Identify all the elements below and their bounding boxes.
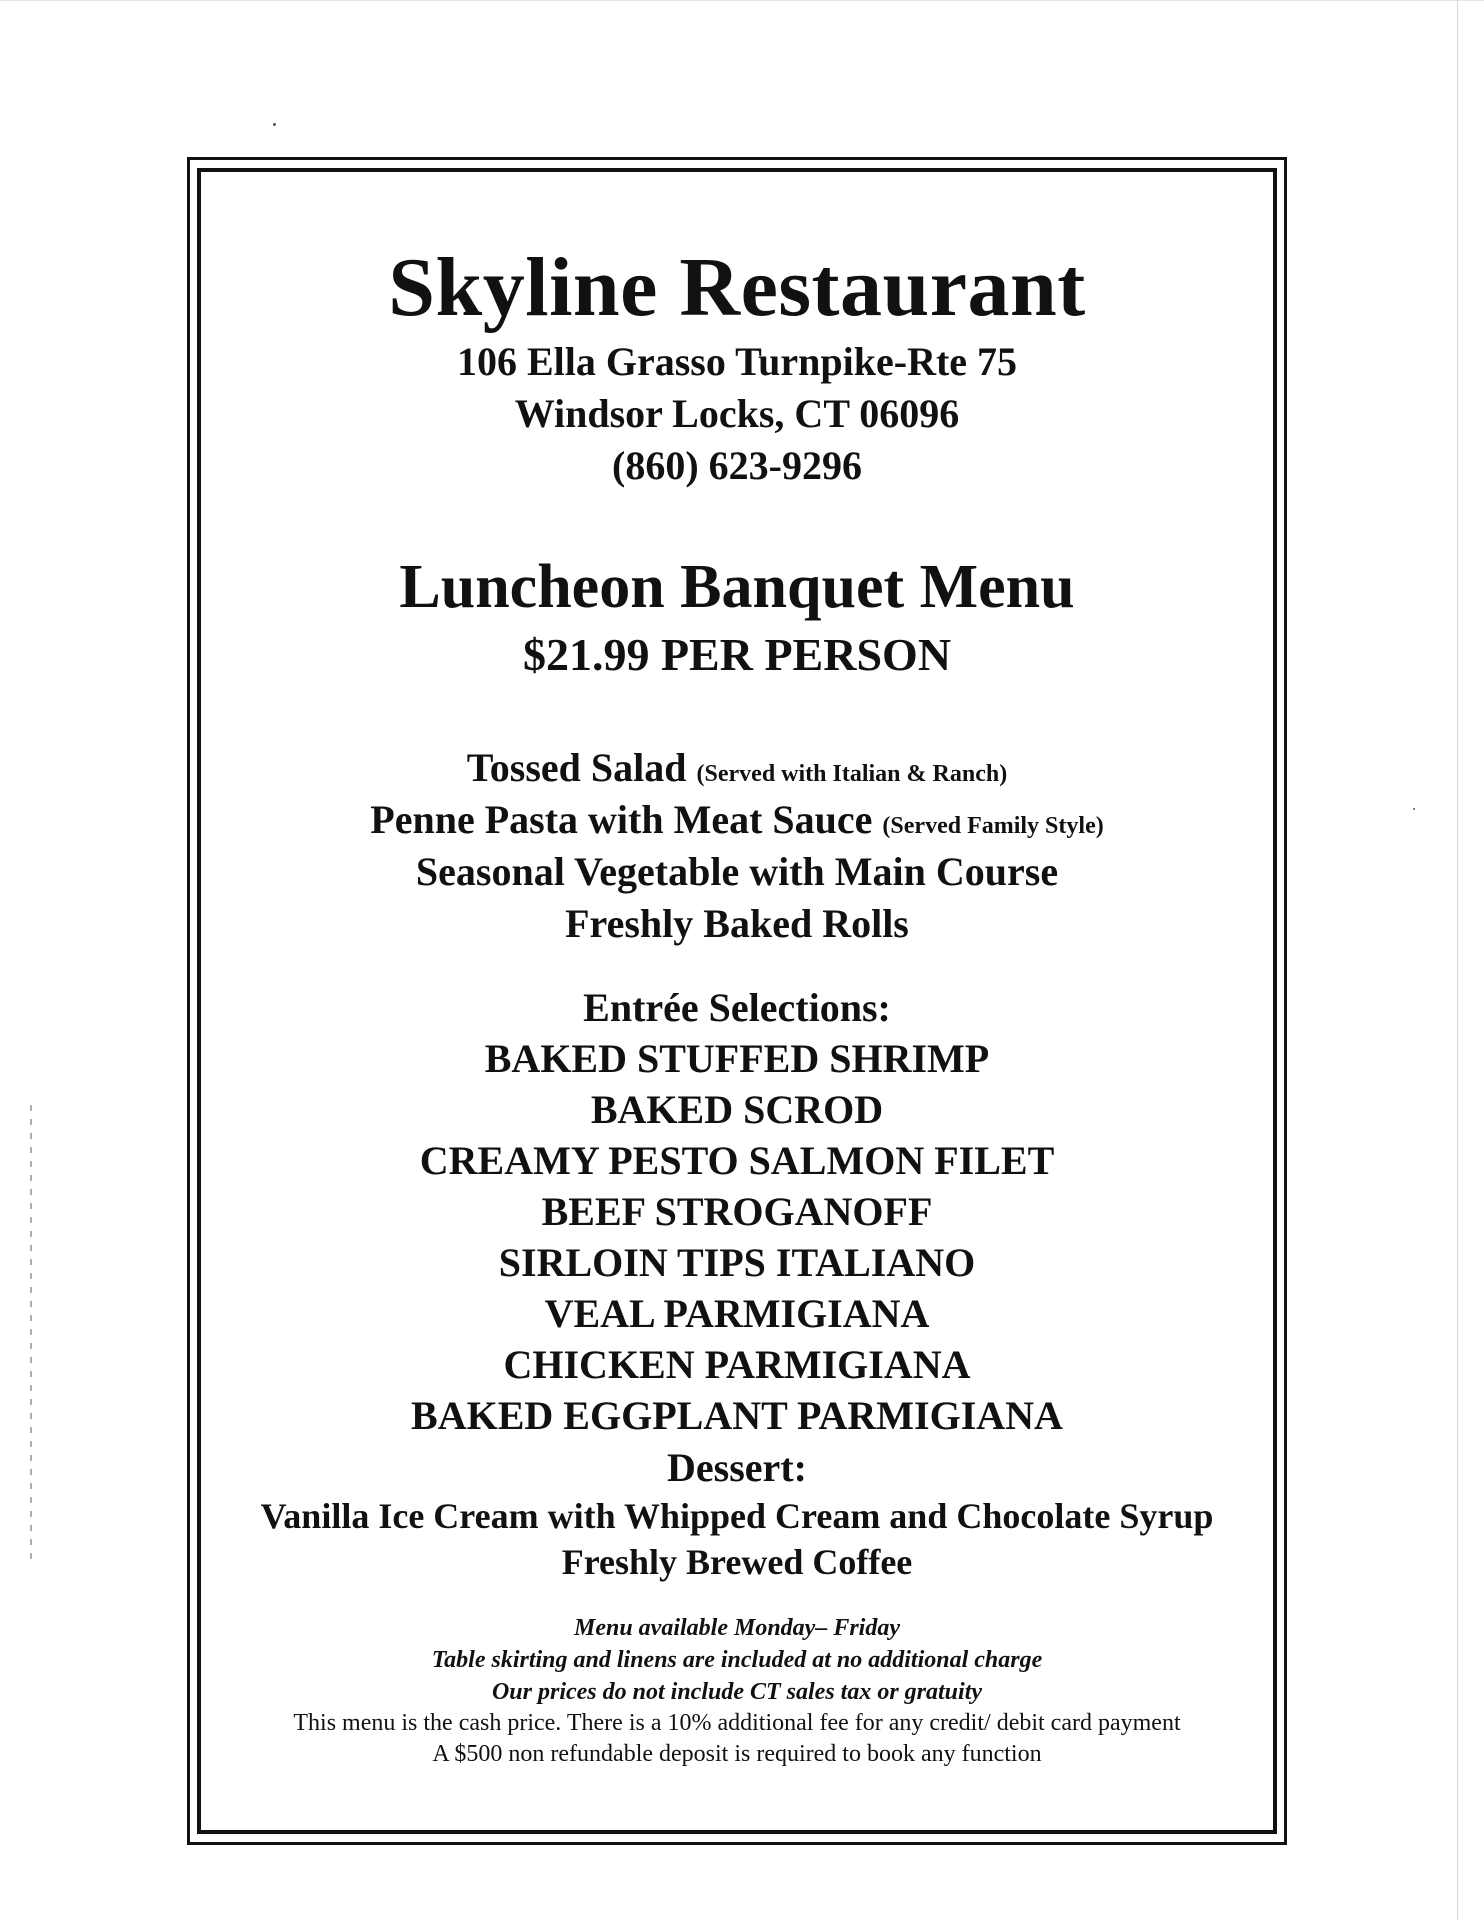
menu-price: $21.99 PER PERSON: [522, 629, 952, 680]
course-item: [201, 745, 1273, 790]
scan-speck: [273, 123, 276, 126]
address-line-1: 106 Ella Grasso Turnpike-Rte 75: [456, 339, 1018, 384]
scan-speck: [1413, 808, 1415, 810]
linens-note: Table skirting and linens are included at no additional charge: [431, 1647, 1043, 1673]
availability-note: Menu available Monday– Friday: [573, 1615, 900, 1641]
entree-heading: Entrée Selections:: [583, 985, 891, 1030]
scan-left-marks: [30, 1105, 32, 1565]
restaurant-name: Skyline Restaurant: [388, 241, 1086, 334]
scan-right-edge: [1457, 0, 1458, 1920]
phone-number: (860) 623-9296: [612, 443, 862, 488]
address-line-2: Windsor Locks, CT 06096: [514, 391, 960, 436]
entree-item: VEAL PARMIGIANA: [544, 1291, 930, 1336]
course-item: [201, 797, 1273, 842]
dessert-heading: Dessert:: [667, 1445, 807, 1490]
entree-item: BAKED STUFFED SHRIMP: [484, 1036, 990, 1081]
course-name: Penne Pasta with Meat Sauce: [370, 797, 873, 842]
entree-item: SIRLOIN TIPS ITALIANO: [498, 1240, 976, 1285]
course-item: [201, 901, 1273, 946]
entree-item: BAKED SCROD: [590, 1087, 884, 1132]
entree-item: BEEF STROGANOFF: [541, 1189, 933, 1234]
course-name: Seasonal Vegetable with Main Course: [415, 849, 1059, 894]
deposit-note: A $500 non refundable deposit is required to book any function: [432, 1741, 1042, 1767]
course-name: Tossed Salad: [466, 745, 687, 790]
menu-title: Luncheon Banquet Menu: [399, 553, 1075, 621]
course-item: [201, 849, 1273, 894]
scan-top-edge: [0, 0, 1484, 1]
cash-price-note: This menu is the cash price. There is a 10% additional fee for any credit/ debit card payment: [293, 1710, 1181, 1736]
entree-item: BAKED EGGPLANT PARMIGIANA: [411, 1393, 1063, 1438]
entree-item: CREAMY PESTO SALMON FILET: [419, 1138, 1055, 1183]
course-name: Freshly Baked Rolls: [565, 901, 909, 946]
dessert-item: Vanilla Ice Cream with Whipped Cream and Chocolate Syrup: [260, 1496, 1214, 1536]
entree-item: CHICKEN PARMIGIANA: [503, 1342, 971, 1387]
dessert-item: Freshly Brewed Coffee: [561, 1542, 913, 1582]
course-note: (Served Family Style): [882, 813, 1104, 839]
tax-note: Our prices do not include CT sales tax or gratuity: [491, 1679, 983, 1705]
course-note: (Served with Italian & Ranch): [696, 761, 1008, 787]
menu-content: [201, 172, 1273, 1766]
